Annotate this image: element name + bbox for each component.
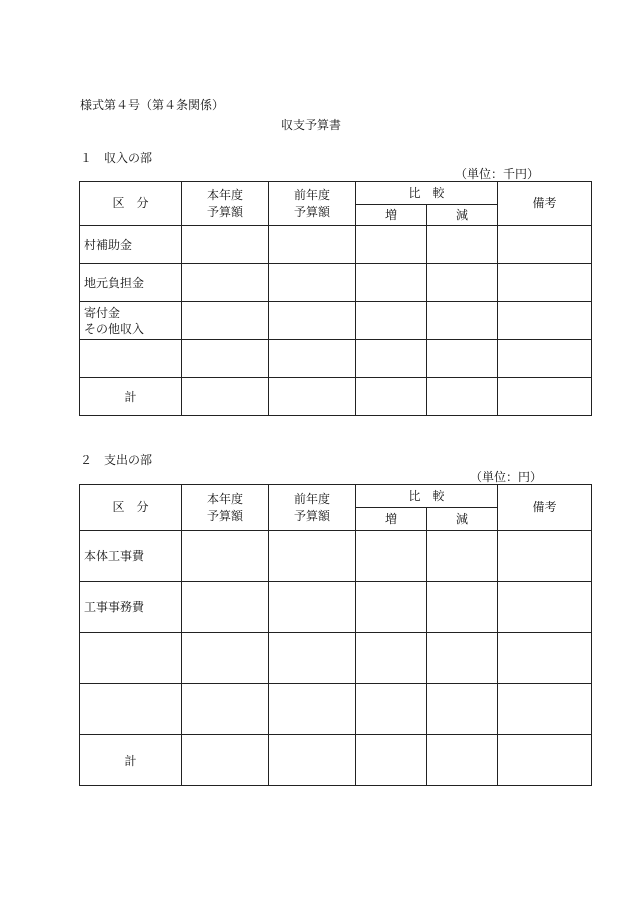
expense-header-previous-year-line2: 予算額 bbox=[293, 508, 330, 523]
cell-increase bbox=[356, 684, 427, 735]
income-section-title: １ 収入の部 bbox=[80, 151, 153, 165]
income-header-remarks: 備考 bbox=[498, 182, 592, 226]
cell-decrease bbox=[427, 633, 498, 684]
cell-remarks bbox=[498, 264, 592, 302]
expense-header-previous-year-line1: 前年度 bbox=[293, 491, 330, 506]
table-row bbox=[80, 633, 592, 684]
table-row bbox=[80, 531, 592, 582]
table-row bbox=[80, 302, 592, 340]
table-row bbox=[80, 264, 592, 302]
cell-increase bbox=[356, 531, 427, 582]
cell-previous bbox=[269, 378, 356, 416]
cell-current bbox=[182, 735, 269, 786]
expense-header-current-year-line2: 予算額 bbox=[206, 508, 243, 523]
income-header-current-year bbox=[182, 182, 269, 226]
cell-current bbox=[182, 633, 269, 684]
cell-previous bbox=[269, 633, 356, 684]
expense-header-decrease: 減 bbox=[427, 508, 498, 531]
cell-previous bbox=[269, 340, 356, 378]
cell-remarks bbox=[498, 340, 592, 378]
income-row-label-line1: 寄付金 bbox=[84, 305, 121, 320]
income-header-increase: 増 bbox=[356, 205, 427, 226]
cell-previous bbox=[269, 264, 356, 302]
expense-header-kubun: 区 分 bbox=[80, 485, 182, 531]
cell-increase bbox=[356, 378, 427, 416]
cell-increase bbox=[356, 226, 427, 264]
cell-increase bbox=[356, 302, 427, 340]
income-header-kubun: 区 分 bbox=[80, 182, 182, 226]
cell-previous bbox=[269, 582, 356, 633]
income-total-label: 計 bbox=[80, 378, 182, 416]
cell-decrease bbox=[427, 264, 498, 302]
cell-remarks bbox=[498, 582, 592, 633]
table-row bbox=[80, 684, 592, 735]
cell-remarks bbox=[498, 226, 592, 264]
expense-row-label bbox=[80, 633, 182, 684]
income-row-label-multi bbox=[80, 302, 182, 340]
cell-remarks bbox=[498, 735, 592, 786]
cell-current bbox=[182, 226, 269, 264]
income-header-row-1 bbox=[80, 182, 592, 205]
cell-decrease bbox=[427, 340, 498, 378]
income-header-current-year-line1: 本年度 bbox=[206, 187, 243, 202]
cell-previous bbox=[269, 302, 356, 340]
cell-previous bbox=[269, 531, 356, 582]
expense-section-title: ２ 支出の部 bbox=[80, 453, 153, 467]
expense-header-current-year bbox=[182, 485, 269, 531]
cell-previous bbox=[269, 735, 356, 786]
cell-decrease bbox=[427, 378, 498, 416]
cell-current bbox=[182, 582, 269, 633]
income-row-label: 村補助金 bbox=[80, 226, 182, 264]
cell-current bbox=[182, 302, 269, 340]
expense-header-current-year-line1: 本年度 bbox=[206, 491, 243, 506]
cell-current bbox=[182, 378, 269, 416]
income-row-label bbox=[80, 340, 182, 378]
expense-header-increase: 増 bbox=[356, 508, 427, 531]
cell-decrease bbox=[427, 226, 498, 264]
income-row-label-line2: その他収入 bbox=[84, 321, 145, 336]
total-row bbox=[80, 735, 592, 786]
cell-increase bbox=[356, 633, 427, 684]
table-row bbox=[80, 340, 592, 378]
document-title: 収支予算書 bbox=[281, 118, 342, 132]
cell-remarks bbox=[498, 378, 592, 416]
income-header-comparison: 比 較 bbox=[356, 182, 498, 205]
income-header-decrease: 減 bbox=[427, 205, 498, 226]
cell-previous bbox=[269, 226, 356, 264]
income-header-current-year-line2: 予算額 bbox=[206, 204, 243, 219]
income-row-label: 地元負担金 bbox=[80, 264, 182, 302]
cell-decrease bbox=[427, 302, 498, 340]
cell-current bbox=[182, 264, 269, 302]
cell-remarks bbox=[498, 302, 592, 340]
cell-previous bbox=[269, 684, 356, 735]
cell-current bbox=[182, 531, 269, 582]
cell-remarks bbox=[498, 531, 592, 582]
cell-remarks bbox=[498, 633, 592, 684]
income-header-previous-year-line1: 前年度 bbox=[293, 187, 330, 202]
expense-table bbox=[79, 484, 592, 786]
expense-header-comparison: 比 較 bbox=[356, 485, 498, 508]
expense-header-row-1 bbox=[80, 485, 592, 508]
cell-remarks bbox=[498, 684, 592, 735]
total-row bbox=[80, 378, 592, 416]
cell-current bbox=[182, 684, 269, 735]
income-unit-label: （単位：千円） bbox=[455, 167, 540, 181]
cell-increase bbox=[356, 340, 427, 378]
expense-row-label: 工事事務費 bbox=[80, 582, 182, 633]
table-row bbox=[80, 582, 592, 633]
expense-total-label: 計 bbox=[80, 735, 182, 786]
cell-current bbox=[182, 340, 269, 378]
cell-decrease bbox=[427, 582, 498, 633]
cell-decrease bbox=[427, 735, 498, 786]
expense-header-previous-year bbox=[269, 485, 356, 531]
form-number: 様式第４号（第４条関係） bbox=[80, 98, 225, 112]
cell-increase bbox=[356, 582, 427, 633]
income-header-previous-year-line2: 予算額 bbox=[293, 204, 330, 219]
expense-unit-label: （単位：円） bbox=[470, 470, 543, 484]
expense-header-remarks: 備考 bbox=[498, 485, 592, 531]
expense-row-label: 本体工事費 bbox=[80, 531, 182, 582]
income-header-previous-year bbox=[269, 182, 356, 226]
cell-increase bbox=[356, 735, 427, 786]
table-row bbox=[80, 226, 592, 264]
income-table bbox=[79, 181, 592, 416]
cell-increase bbox=[356, 264, 427, 302]
cell-decrease bbox=[427, 684, 498, 735]
expense-row-label bbox=[80, 684, 182, 735]
cell-decrease bbox=[427, 531, 498, 582]
